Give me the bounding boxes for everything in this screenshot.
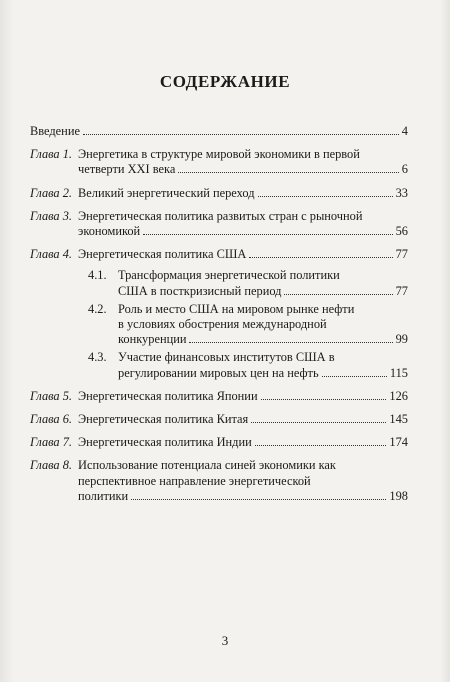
toc-entry-text: в условиях обострения международной bbox=[118, 317, 327, 332]
toc-entry-chapter-5 bbox=[30, 389, 408, 404]
toc-page-number: 6 bbox=[401, 162, 408, 177]
toc-entry-section-4-3 bbox=[88, 350, 408, 380]
leader-dots bbox=[178, 171, 398, 173]
leader-dots bbox=[249, 256, 392, 258]
toc-entry-text: Великий энергетический переход bbox=[78, 185, 255, 200]
chapter-label: Глава 8. bbox=[30, 458, 73, 473]
leader-dots bbox=[189, 341, 392, 343]
page-title: СОДЕРЖАНИЕ bbox=[159, 72, 291, 91]
toc-entry-text: Энергетическая политика США bbox=[78, 247, 247, 262]
toc-entry-text: экономикой bbox=[78, 224, 141, 239]
leader-dots bbox=[322, 375, 387, 377]
toc-page-number: 126 bbox=[389, 388, 408, 403]
toc-page-number: 198 bbox=[389, 488, 408, 503]
toc-entry-section-4-2 bbox=[88, 302, 408, 348]
toc-entry-text: регулировании мировых цен на нефть bbox=[118, 365, 319, 380]
toc-page-number: 77 bbox=[395, 283, 408, 298]
chapter-label: Глава 6. bbox=[30, 412, 73, 427]
leader-dots bbox=[143, 233, 392, 235]
chapter-label: Глава 4. bbox=[30, 247, 73, 262]
toc-entry-text: политики bbox=[78, 488, 129, 503]
leader-dots bbox=[258, 195, 393, 197]
page-number: 3 bbox=[221, 633, 229, 648]
section-number: 4.1. bbox=[88, 268, 107, 283]
toc-page-number: 77 bbox=[395, 247, 408, 262]
toc-page-number: 115 bbox=[389, 365, 408, 380]
leader-dots bbox=[255, 444, 387, 446]
toc-entry-text: Энергетическая политика Индии bbox=[78, 435, 252, 450]
toc-entry-text: Энергетическая политика развитых стран с рыночной bbox=[78, 208, 363, 223]
toc-entry-intro bbox=[30, 124, 408, 139]
toc-page-number: 4 bbox=[401, 124, 408, 138]
toc-entry-text: Трансформация энергетической политики bbox=[118, 268, 340, 283]
toc-entry-chapter-8 bbox=[30, 458, 408, 504]
toc-entry-section-4-1 bbox=[88, 268, 408, 298]
toc-entry-text: США в посткризисный период bbox=[118, 283, 282, 298]
toc-entry-text: Роль и место США на мировом рынке нефти bbox=[118, 301, 355, 316]
toc-page-number: 33 bbox=[395, 185, 408, 200]
leader-dots bbox=[284, 293, 392, 295]
toc-entry-chapter-2 bbox=[30, 186, 408, 201]
toc-entry-chapter-1 bbox=[30, 147, 408, 177]
table-of-contents bbox=[30, 124, 408, 512]
toc-entry-chapter-7 bbox=[30, 435, 408, 450]
toc-entry-text: Участие финансовых институтов США в bbox=[118, 350, 335, 365]
chapter-label: Глава 5. bbox=[30, 388, 73, 403]
toc-page-number: 174 bbox=[389, 435, 408, 450]
toc-entry-chapter-6 bbox=[30, 412, 408, 427]
leader-dots bbox=[261, 398, 387, 400]
toc-entry-text: Энергетическая политика Китая bbox=[78, 412, 249, 427]
toc-entry-text: конкуренции bbox=[118, 332, 187, 347]
chapter-label: Глава 2. bbox=[30, 185, 73, 200]
toc-page-number: 99 bbox=[395, 332, 408, 347]
toc-entry-chapter-3 bbox=[30, 209, 408, 239]
leader-dots bbox=[131, 498, 386, 500]
toc-entry-text: Энергетика в структуре мировой экономики в первой bbox=[78, 147, 360, 162]
toc-page-number: 56 bbox=[395, 224, 408, 239]
toc-entry-chapter-4 bbox=[30, 247, 408, 262]
toc-entry-text: Энергетическая политика Японии bbox=[78, 388, 258, 403]
toc-entry-text: четверти XXI века bbox=[78, 162, 176, 177]
chapter-label: Глава 1. bbox=[30, 147, 73, 162]
chapter-label: Глава 7. bbox=[30, 435, 73, 450]
section-number: 4.2. bbox=[88, 301, 107, 316]
leader-dots bbox=[83, 133, 399, 135]
toc-entry-text: Использование потенциала синей экономики как bbox=[78, 458, 336, 473]
toc-entry-text: Введение bbox=[30, 124, 80, 138]
chapter-label: Глава 3. bbox=[30, 208, 73, 223]
section-number: 4.3. bbox=[88, 350, 107, 365]
toc-page-number: 145 bbox=[389, 412, 408, 427]
leader-dots bbox=[251, 421, 386, 423]
toc-entry-text: перспективное направление энергетической bbox=[78, 473, 311, 488]
